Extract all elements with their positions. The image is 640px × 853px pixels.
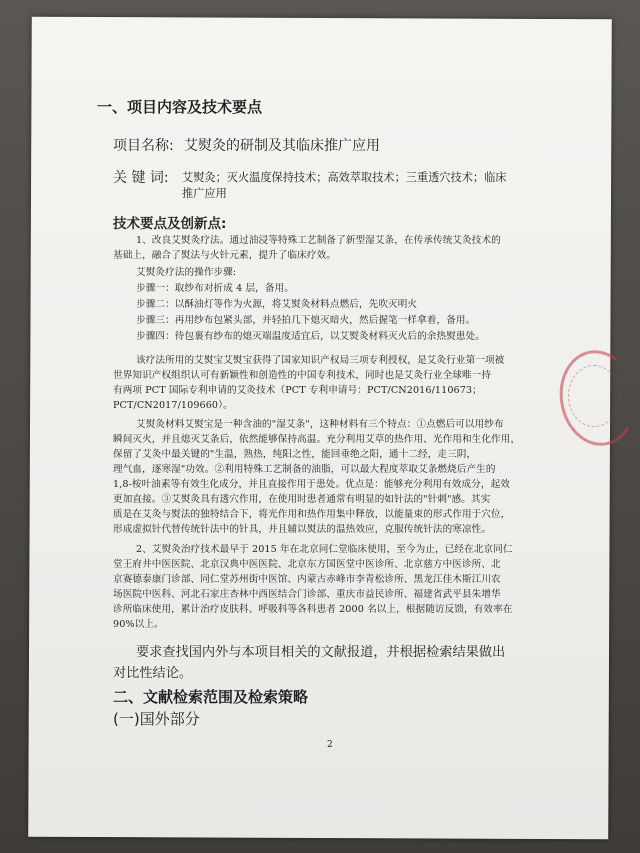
- requirement-line-1: 要求查找国内外与本项目相关的文献报道，并根据检索结果做出: [136, 645, 506, 660]
- keywords-line-1: 艾熨灸；灭火温度保持技术；高效萃取技术；三重透穴技术；临床: [182, 171, 507, 184]
- tech-points-title: 技术要点及创新点:: [113, 216, 227, 232]
- para3-line-4: 理气血，逐寒湿"功效。②利用特殊工艺制备的油脂，可以最大程度萃取艾条燃烧后产生的: [113, 464, 496, 475]
- step-3: 步骤三：再用纱布包紧头部，并轻拍几下熄灭暗火，然后握笔一样拿着，备用。: [136, 315, 476, 326]
- para2-line-3: 有两项 PCT 国际专利申请的艾灸技术（PCT 专利申请号：PCT/CN2016/110673；: [113, 385, 482, 396]
- para4-line-6: 90%以上。: [113, 619, 164, 630]
- requirement-line-2: 对比性结论。: [113, 666, 193, 681]
- section2-title: 二、文献检索范围及检索策略: [113, 688, 309, 706]
- para4-line-5: 诊所临床使用，累计治疗皮肤科、呼吸科等各科患者 2000 名以上，根据随访反馈，有效率在: [113, 604, 513, 615]
- para2-line-1: 该疗法所用的艾熨宝艾熨宝获得了国家知识产权局三项专利授权，是艾灸行业第一项被: [136, 355, 505, 366]
- para4-line-3: 京赛德泰康门诊部、同仁堂苏州街中医馆、内蒙古赤峰市李青松诊所、黑龙江佳木斯江川农: [113, 574, 501, 585]
- para1-line-1: 1、改良艾熨灸疗法。通过油浸等特殊工艺制备了新型湿艾条，在传承传统艾灸技术的: [136, 235, 501, 246]
- page-number: 2: [327, 740, 333, 750]
- project-name-label: 项目名称:: [113, 138, 174, 154]
- para4-line-2: 堂王府井中医医院、北京汉典中医医院、北京东方国医堂中医诊所、北京慈方中医诊所、北: [113, 559, 501, 570]
- para4-line-4: 场医院中医科、河北石家庄杏林中西医结合门诊部、重庆市益民诊所、福建省武平县朱增华: [113, 589, 501, 600]
- step-4: 步骤四：待包裹有纱布的熄灭端温度适宜后，以艾熨灸材料灭火后的余热熨患处。: [136, 331, 485, 342]
- project-name-value: 艾熨灸的研制及其临床推广应用: [184, 138, 380, 154]
- para3-line-6: 更加直接。③艾熨灸具有透穴作用，在使用时患者通常有明显的如针法的"针刺"感。其实: [113, 494, 491, 505]
- step-2: 步骤二：以酥油灯等作为火源，将艾熨灸材料点燃后，先吹灭明火: [136, 299, 418, 310]
- para2-line-4: PCT/CN2017/109660）。: [113, 400, 233, 411]
- para1-line-2: 基础上，融合了熨法与火针元素，提升了临床疗效。: [113, 250, 336, 261]
- keywords-label: 关 键 词:: [113, 170, 169, 186]
- para3-line-1: 艾熨灸材料艾熨宝是一种含油的"湿艾条"，这种材料有三个特点：①点燃后可以用纱布: [136, 419, 504, 430]
- keywords-line-2: 推广应用: [182, 187, 227, 200]
- para2-line-2: 世界知识产权组织认可有新颖性和创造性的中国专利技术，同时也是艾灸行业全球唯一持: [113, 370, 492, 381]
- step-1: 步骤一：取纱布对折成 4 层，备用。: [136, 283, 294, 294]
- para3-line-3: 保留了艾灸中最关键的"生温，熟热，纯阳之性，能回垂绝之阳，通十二经，走三阴，: [113, 449, 477, 460]
- section1-title: 一、项目内容及技术要点: [97, 98, 263, 116]
- para4-line-1: 2、艾熨灸治疗技术最早于 2015 年在北京同仁堂临床使用，至今为止，已经在北京同仁: [136, 544, 513, 555]
- steps-intro: 艾熨灸疗法的操作步骤:: [136, 267, 237, 278]
- para3-line-2: 瞬间灭火，并且熄灭艾条后，依然能够保持高温。充分利用艾草的热作用、光作用和生化作用，: [113, 434, 521, 445]
- foreign-part-title: (一)国外部分: [113, 710, 200, 728]
- para3-line-7: 质是在艾灸与熨法的独特结合下，将光作用和热作用集中释放，以能量束的形式作用于穴位，: [113, 509, 511, 520]
- para3-line-8: 形成虚拟针代替传统针法中的针具，并且辅以熨法的温热效应，克服传统针法的寒凉性。: [113, 524, 492, 535]
- para3-line-5: 1,8-桉叶油素等有效生化成分，并且直接作用于患处。优点是：能够充分利用有效成分，起效: [113, 479, 510, 490]
